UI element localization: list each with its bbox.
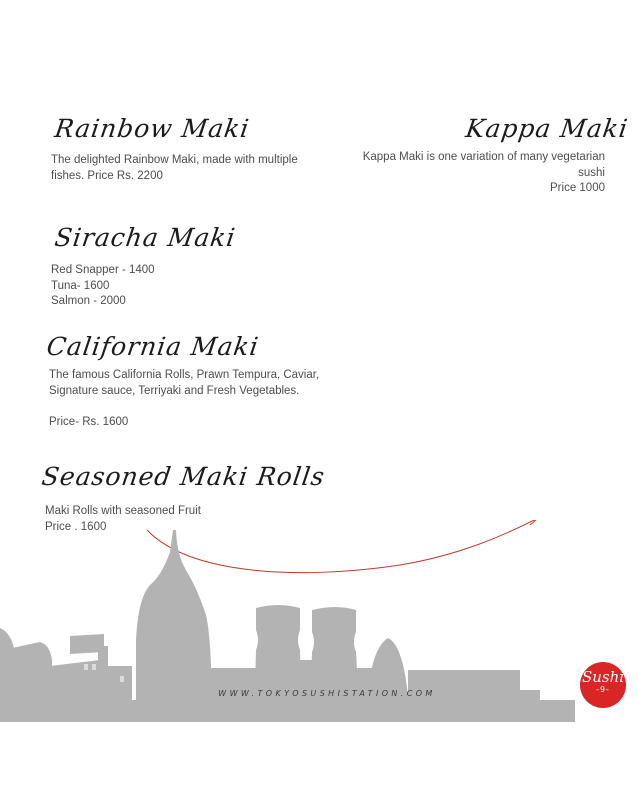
description-line: Price- Rs. 1600 — [49, 415, 129, 428]
description-line: Tuna- 1600 — [51, 279, 110, 292]
menu-item-description — [330, 150, 605, 197]
description-line: Kappa Maki is one variation of many vegetarian — [362, 151, 605, 163]
menu-item-description — [51, 263, 155, 310]
badge-logo-text: Sushi — [581, 668, 625, 686]
ground-shape — [0, 700, 575, 722]
menu-item-title: Siracha Maki — [52, 223, 238, 252]
city-skyline-illustration — [0, 520, 638, 730]
window-shape — [92, 664, 96, 670]
description-line: Salmon - 2000 — [51, 295, 126, 307]
description-line: Price 1000 — [550, 182, 605, 194]
window-shape — [120, 676, 124, 682]
menu-item-title: California Maki — [44, 332, 261, 361]
description-line: sushi — [578, 166, 605, 179]
menu-item-title: Rainbow Maki — [52, 114, 252, 143]
sushi-logo-badge — [580, 662, 626, 708]
website-url: WWW.TOKYOSUSHISTATION.COM — [218, 689, 436, 698]
menu-item-title: Kappa Maki — [463, 114, 631, 143]
decorative-curve-arrow — [147, 520, 536, 573]
description-line: Red Snapper - 1400 — [51, 264, 155, 276]
description-line: The delighted Rainbow Maki, made with multiple — [51, 154, 298, 166]
menu-item-description — [49, 368, 319, 430]
menu-item-description — [51, 153, 298, 184]
page-number: -9- — [596, 685, 610, 694]
description-line: Maki Rolls with seasoned Fruit — [45, 505, 201, 517]
description-line: The famous California Rolls, Prawn Tempura, Caviar, — [49, 369, 320, 381]
window-shape — [84, 664, 88, 670]
description-line: fishes. Price Rs. 2200 — [51, 169, 163, 182]
description-line — [49, 399, 319, 415]
description-line: Signature sauce, Terriyaki and Fresh Vegetables. — [49, 384, 300, 397]
description-line: Price . 1600 — [45, 520, 107, 533]
menu-item-title: Seasoned Maki Rolls — [39, 462, 327, 491]
